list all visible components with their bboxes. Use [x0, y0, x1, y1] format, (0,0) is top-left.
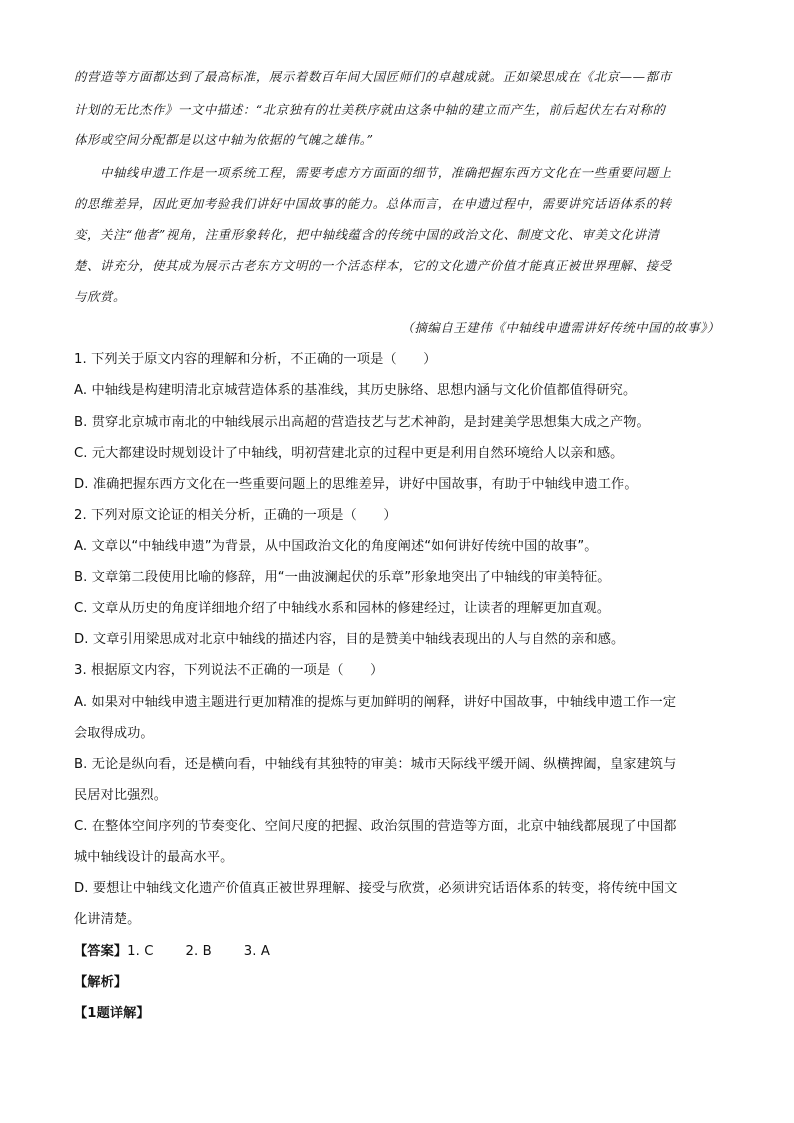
question-option: D. 准确把握东西方文化在一些重要问题上的思维差异，讲好中国故事，有助于中轴线申遗工作。	[74, 477, 638, 492]
answer-label: 【答案】	[74, 944, 128, 959]
passage-line: 与欣赏。	[74, 289, 126, 304]
answer-item: 1. C	[127, 944, 154, 959]
analysis-label: 【解析】	[74, 975, 128, 990]
passage-source: （摘编自王建伟《中轴线申遗需讲好传统中国的故事》）	[401, 320, 720, 335]
question-option: 城中轴线设计的最高水平。	[74, 850, 234, 865]
question-option: 化讲清楚。	[74, 912, 141, 927]
passage-line: 中轴线申遗工作是一项系统工程，需要考虑方方面面的细节，准确把握东西方文化在一些重要问题上	[100, 165, 672, 180]
question-option: D. 要想让中轴线文化遗产价值真正被世界理解、接受与欣赏，必须讲究话语体系的转变，将传统中国文	[74, 881, 678, 896]
question-option: B. 贯穿北京城市南北的中轴线展示出高超的营造技艺与艺术神韵，是封建美学思想集大成之产物。	[74, 415, 650, 430]
question-option: 会取得成功。	[74, 726, 154, 741]
passage-line: 计划的无比杰作》一文中描述：“北京独有的壮美秩序就由这条中轴的建立而产生，前后起伏左右对称的	[74, 102, 666, 117]
answer-item: 3. A	[243, 944, 270, 959]
answer-line	[74, 940, 722, 959]
question-stem: 3. 根据原文内容，下列说法不正确的一项是（ ）	[74, 663, 384, 678]
question-option: C. 在整体空间序列的节奏变化、空间尺度的把握、政治氛围的营造等方面，北京中轴线都展现了中国都	[74, 819, 677, 834]
question-option: 民居对比强烈。	[74, 788, 168, 803]
question-option: D. 文章引用梁思成对北京中轴线的描述内容，目的是赞美中轴线表现出的人与自然的亲和感。	[74, 632, 625, 647]
passage-line: 变，关注“他者”视角，注重形象转化，把中轴线蕴含的传统中国的政治文化、制度文化、审美文化讲清	[74, 227, 660, 242]
question-stem: 2. 下列对原文论证的相关分析，正确的一项是（ ）	[74, 508, 397, 523]
question-option: B. 无论是纵向看，还是横向看，中轴线有其独特的审美：城市天际线平缓开阔、纵横捭阖，皇家建筑与	[74, 757, 677, 772]
question-option: B. 文章第二段使用比喻的修辞，用“一曲波澜起伏的乐章”形象地突出了中轴线的审美特征。	[74, 570, 611, 585]
question-option: A. 中轴线是构建明清北京城营造体系的基准线，其历史脉络、思想内涵与文化价值都值得研究。	[74, 383, 637, 398]
passage-line: 的营造等方面都达到了最高标准，展示着数百年间大国匠师们的卓越成就。正如梁思成在《北京——都市	[74, 69, 672, 84]
question-option: C. 元大都建设时规划设计了中轴线，明初营建北京的过程中更是利用自然环境给人以亲和感。	[74, 446, 624, 461]
question-option: A. 如果对中轴线申遗主题进行更加精准的提炼与更加鲜明的阐释，讲好中国故事，中轴线申遗工作一定	[74, 695, 677, 710]
question-stem: 1. 下列关于原文内容的理解和分析，不正确的一项是（ ）	[74, 352, 437, 367]
passage-line: 体形或空间分配都是以这中轴为依据的气魄之雄伟。”	[74, 132, 374, 147]
passage-line: 楚、讲充分，使其成为展示古老东方文明的一个活态样本，它的文化遗产价值才能真正被世界理解、接受	[74, 258, 672, 273]
detail-label: 【1题详解】	[74, 1006, 150, 1021]
passage-line: 的思维差异，因此更加考验我们讲好中国故事的能力。总体而言，在申遗过程中，需要讲究话语体系的转	[74, 196, 672, 211]
question-option: C. 文章从历史的角度详细地介绍了中轴线水系和园林的修建经过，让读者的理解更加直观。	[74, 601, 611, 616]
answer-item: 2. B	[185, 944, 212, 959]
question-option: A. 文章以“中轴线申遗”为背景，从中国政治文化的角度阐述“如何讲好传统中国的故事”。	[74, 539, 598, 554]
